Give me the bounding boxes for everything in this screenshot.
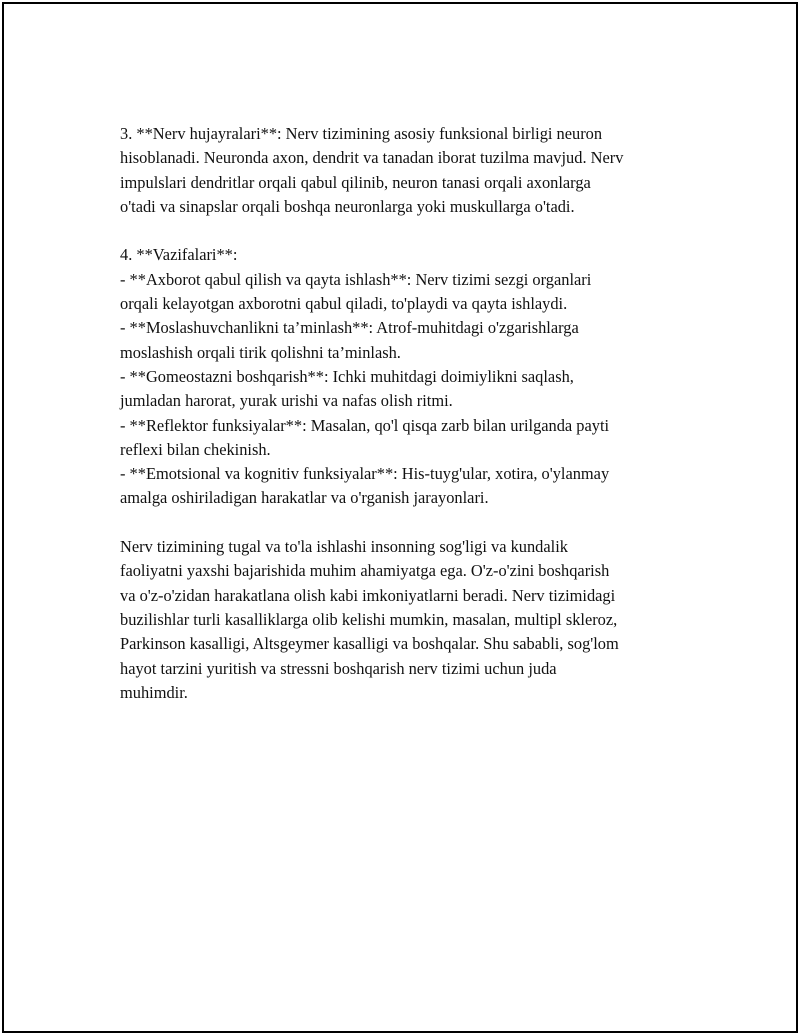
function-item-adaptation: - **Moslashuvchanlikni ta’minlash**: Atrof-muhitdagi o'zgarishlarga moslashish orqali tirik qolishni ta’minlash. (120, 318, 579, 362)
paragraph-spacer (120, 511, 700, 535)
section-4-heading: 4. **Vazifalari**: (120, 245, 238, 265)
function-item-information-processing: - **Axborot qabul qilish va qayta ishlash**: Nerv tizimi sezgi organlari orqali kelayotgan axborotni qabul qiladi, to'playdi va qayta ishlaydi. (120, 269, 592, 314)
document-body (120, 122, 700, 705)
function-item-reflex: - **Reflektor funksiyalar**: Masalan, qo'l qisqa zarb bilan urilganda payti reflexi bilan chekinish. (120, 415, 610, 459)
function-item-emotional-cognitive: - **Emotsional va kognitiv funksiyalar**: His-tuyg'ular, xotira, o'ylanmay amalga oshiriladigan harakatlar va o'rganish jarayonlari. (120, 464, 610, 508)
conclusion-paragraph: Nerv tizimining tugal va to'la ishlashi insonning sog'ligi va kundalik faoliyatni yaxshi bajarishida muhim ahamiyatga ega. O'z-o'zini boshqarish va o'z-o'zidan harakatlana olish kabi imkoniyatlarni beradi. Nerv tizimidagi buzilishlar turli kasalliklarga olib kelishi mumkin, masalan, multipl skleroz, Parkinson kasalligi, Altsgeymer kasalligi va boshqalar. Shu sababli, sog'lom hayot tarzini yuritish va stressni boshqarish nerv tizimi uchun juda muhimdir. (120, 537, 619, 702)
section-3-paragraph: 3. **Nerv hujayralari**: Nerv tizimining asosiy funksional birligi neuron hisoblanadi. Neuronda axon, dendrit va tanadan iborat tuzilma mavjud. Nerv impulslari dendritlar orqali qabul qilinib, neuron tanasi orqali axonlarga o'tadi va sinapslar orqali boshqa neuronlarga yoki muskullarga o'tadi. (120, 124, 624, 216)
paragraph-spacer (120, 219, 700, 243)
function-item-homeostasis: - **Gomeostazni boshqarish**: Ichki muhitdagi doimiylikni saqlash, jumladan harorat, yurak urishi va nafas olish ritmi. (120, 366, 574, 411)
document-page (2, 2, 798, 1033)
